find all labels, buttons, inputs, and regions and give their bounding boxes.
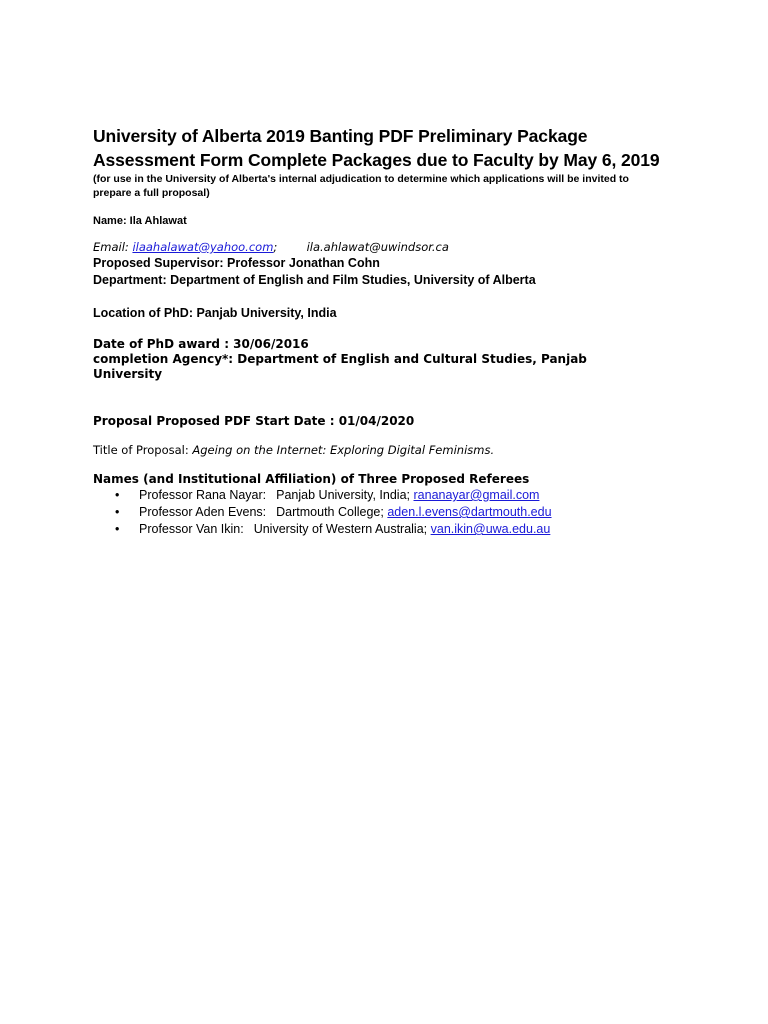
proposed-supervisor: Proposed Supervisor: Professor Jonathan Cohn — [93, 256, 380, 270]
department: Department: Department of English and Film Studies, University of Alberta — [93, 273, 536, 287]
referee-name: Professor Aden Evens: — [139, 505, 267, 519]
usage-note-line-1: (for use in the University of Alberta's internal adjudication to determine which applications will be invited to — [93, 173, 629, 185]
list-item — [93, 504, 693, 521]
proposal-title-label: Title of Proposal: — [93, 443, 189, 457]
usage-note-line-2: prepare a full proposal) — [93, 187, 210, 199]
referees-heading: Names (and Institutional Affiliation) of Three Proposed Referees — [93, 472, 530, 486]
list-item — [93, 487, 693, 504]
email-primary-link[interactable]: ilaahalawat@yahoo.com — [132, 240, 274, 254]
referee-email-link[interactable]: rananayar@gmail.com — [413, 488, 540, 502]
document-title-line-2: Assessment Form Complete Packages due to Faculty by May 6, 2019 — [93, 150, 660, 170]
proposal-title: Ageing on the Internet: Exploring Digital Feminisms. — [192, 443, 495, 457]
email-row — [93, 239, 693, 255]
referee-affiliation: Panjab University, India; — [276, 488, 411, 502]
document-body — [93, 124, 693, 538]
list-item — [93, 521, 693, 538]
bullet-icon: • — [115, 505, 120, 519]
document-title-line-1: University of Alberta 2019 Banting PDF Preliminary Package — [93, 126, 588, 146]
referee-affiliation: University of Western Australia; — [253, 522, 428, 536]
applicant-name: Name: Ila Ahlawat — [93, 215, 187, 227]
referees-list — [93, 487, 693, 538]
completion-agency-line-2: University — [93, 367, 163, 381]
email-separator: ; — [273, 240, 278, 254]
referee-email-link[interactable]: van.ikin@uwa.edu.au — [430, 522, 551, 536]
referee-name: Professor Van Ikin: — [139, 522, 244, 536]
referee-name: Professor Rana Nayar: — [139, 488, 267, 502]
referee-email-link[interactable]: aden.l.evens@dartmouth.edu — [387, 505, 552, 519]
referee-affiliation: Dartmouth College; — [276, 505, 384, 519]
phd-location: Location of PhD: Panjab University, India — [93, 306, 337, 320]
bullet-icon: • — [115, 522, 120, 536]
proposal-title-row — [93, 442, 693, 458]
email-label: Email: — [93, 240, 129, 254]
completion-agency-line-1: completion Agency*: Department of English and Cultural Studies, Panjab — [93, 352, 587, 366]
phd-award-date: Date of PhD award : 30/06/2016 — [93, 337, 309, 351]
proposed-start-date: Proposal Proposed PDF Start Date : 01/04/2020 — [93, 414, 415, 428]
email-secondary: ila.ahlawat@uwindsor.ca — [306, 240, 449, 254]
bullet-icon: • — [115, 488, 120, 502]
